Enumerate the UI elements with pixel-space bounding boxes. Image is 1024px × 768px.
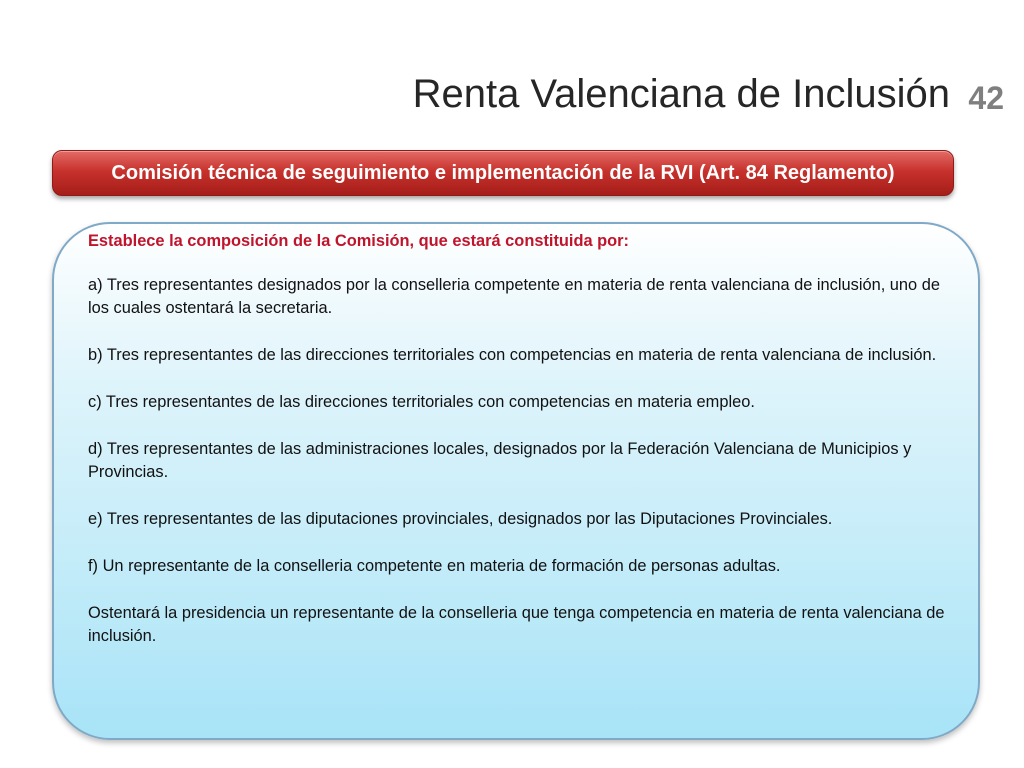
list-item-d: d) Tres representantes de las administraciones locales, designados por la Federación Valenciana de Municipios y Provincias. (88, 440, 912, 481)
list-item-f: f) Un representante de la conselleria competente en materia de formación de personas adultas. (88, 557, 781, 575)
presidency-note: Ostentará la presidencia un representante de la conselleria que tenga competencia en materia de renta valenciana de inclusión. (88, 604, 945, 645)
list-item-a: a) Tres representantes designados por la conselleria competente en materia de renta valenciana de inclusión, uno de los cuales ostentará la secretaria. (88, 276, 940, 317)
slide-title: Renta Valenciana de Inclusión (412, 72, 950, 116)
list-item-c: c) Tres representantes de las direcciones territoriales con competencias en materia empleo. (88, 393, 755, 411)
banner-text: Comisión técnica de seguimiento e implementación de la RVI (Art. 84 Reglamento) (111, 161, 895, 184)
section-banner (52, 150, 954, 196)
intro-text: Establece la composición de la Comisión, que estará constituida por: (88, 232, 630, 250)
content-text (88, 230, 948, 648)
list-item-b: b) Tres representantes de las direcciones territoriales con competencias en materia de renta valenciana de inclusión. (88, 346, 937, 364)
list-item-e: e) Tres representantes de las diputaciones provinciales, designados por las Diputaciones Provinciales. (88, 510, 833, 528)
slide-number: 42 (968, 80, 1004, 116)
